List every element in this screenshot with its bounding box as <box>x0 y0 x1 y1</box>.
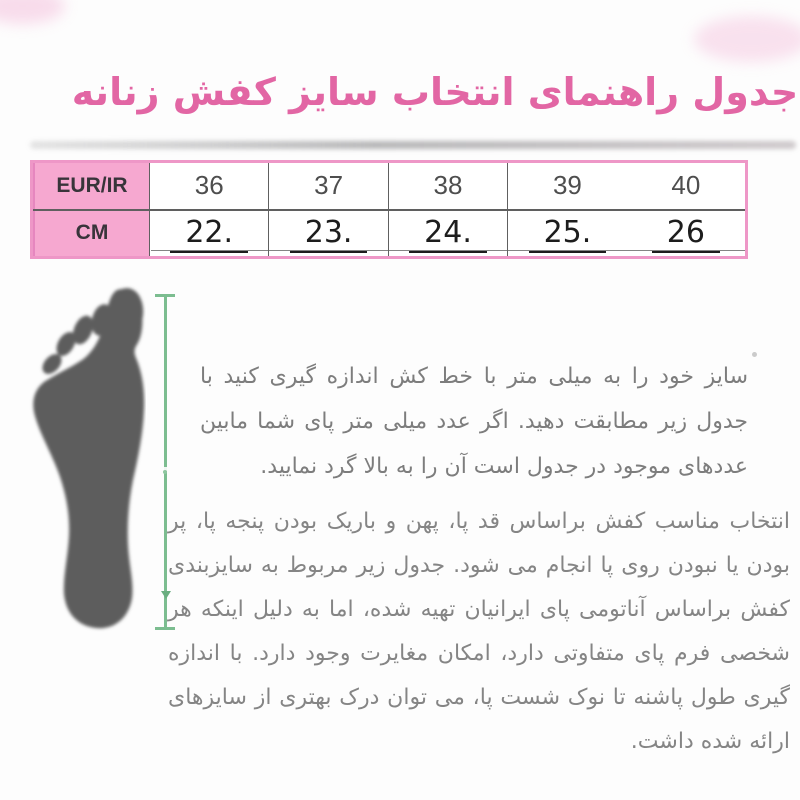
foot-sole-silhouette-icon <box>22 282 146 634</box>
instruction-sizing-paragraph: انتخاب مناسب کفش براساس قد پا، پهن و باریک بودن پنجه پا، پر بودن یا نبودن روی پا انجام می شود. جدول زیر مربوط به سایزبندی کفش براساس آناتومی پای ایرانیان تهیه شده، اما به دلیل اینکه هر شخصی فرم پای متفاوتی دارد، امکان مغایرت وجود دارد. با اندازه گیری طول پاشنه تا نوک شست پا، می توان درک بهتری از سایزهای ارائه شده داشت. <box>168 509 790 754</box>
size-table <box>30 160 748 259</box>
cropped-row-shadow <box>30 141 796 149</box>
table-row-eur <box>33 163 745 211</box>
handwritten-value: 22. <box>170 216 248 253</box>
size-cell-39: 39 <box>507 163 626 209</box>
measurement-line-joint <box>163 470 167 474</box>
cm-cell-24 <box>388 211 507 257</box>
table-header-eur-ir: EUR/IR <box>33 163 149 209</box>
size-cell-40: 40 <box>671 170 701 201</box>
size-cell-37: 37 <box>268 163 387 209</box>
handwritten-value: 24. <box>409 216 487 253</box>
cm-cell-26 <box>627 211 745 257</box>
pink-smudge-top-left <box>0 0 65 24</box>
vertical-measurement-line <box>164 296 167 629</box>
page-title: جدول راهنمای انتخاب سایز کفش زنانه <box>71 70 799 114</box>
pink-smudge-top-right <box>694 16 800 62</box>
size-cell-38: 38 <box>388 163 507 209</box>
paper-speck <box>752 352 757 357</box>
table-header-cm: CM <box>33 211 149 257</box>
table-row-cm <box>33 211 745 257</box>
handwritten-value: 23. <box>290 216 368 253</box>
cm-cell-25 <box>507 211 626 257</box>
instruction-measure-paragraph: سایز خود را به میلی متر با خط کش اندازه گیری کنید با جدول زیر مطابقت دهید. اگر عدد میلی متر پای شما مابین عددهای موجود در جدول است آن را به بالا گرد نمایید. <box>200 364 748 479</box>
cm-cell-23 <box>268 211 387 257</box>
cm-cell-22 <box>149 211 268 257</box>
handwritten-value: 25. <box>529 216 607 253</box>
size-cell-36: 36 <box>149 163 268 209</box>
handwritten-value: 26 <box>652 216 720 253</box>
